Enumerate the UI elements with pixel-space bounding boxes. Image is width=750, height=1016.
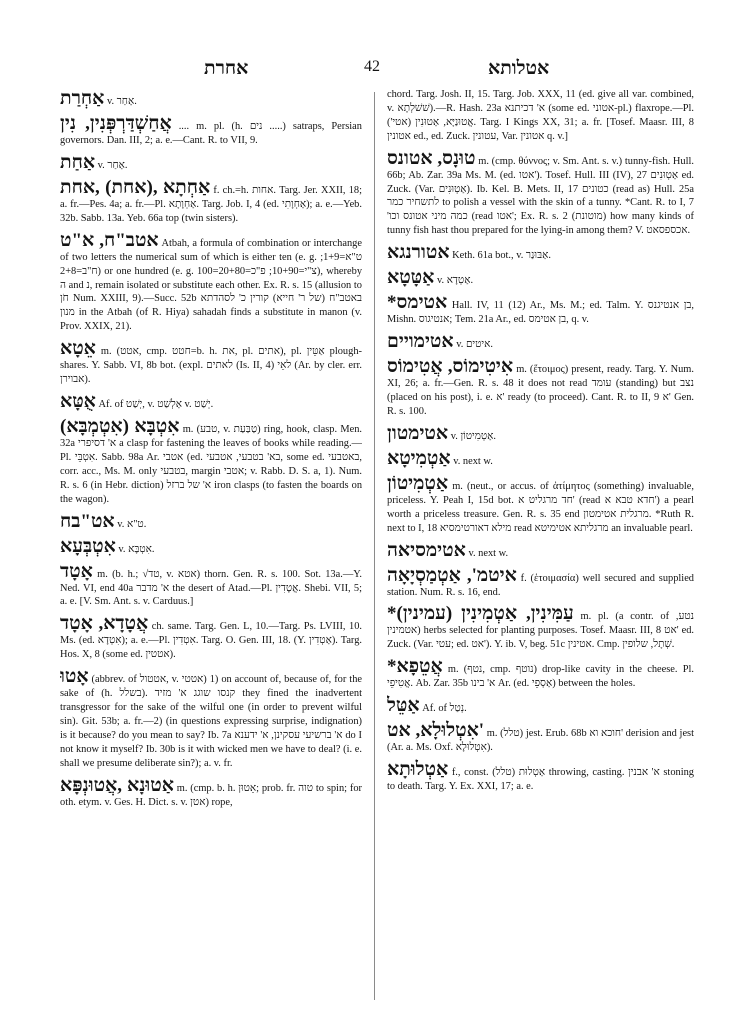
entry-headword: איטמ', אַטְמַסְיָאָה [387, 564, 517, 586]
entry-headword: אֵטָא [60, 338, 96, 360]
entry-definition: chord. Targ. Josh. II, 15. Targ. Job. XXX, 11 (ed. give all var. combined, v. שׁשׁלְתָא).—R. Hash. 23a א' דכיתנא (some ed. אטוני-pl.) flaxrope.—Pl. אֲטוּנַיָּא, אַטוּנִין (אטי'). Targ. I Kings XX, 31; a. fr. [Tosef. Maasr. III, 8 אטונין ed., ed. Zuck. עטונין, Var. אטונין q. v.] [387, 89, 694, 142]
entry-definition: v. ט"א. [117, 518, 147, 530]
dictionary-entry [387, 292, 694, 327]
entry-definition: m. (אטט, cmp. חטט=b. h. את, pl. אתים), pl. אַטֵּין plough-shares. Y. Sabb. VI, 8b bot. (expl. לאתים (Is. II, 4) לאֵי (Ar. by cler. err. אבוירן). [60, 346, 362, 386]
dictionary-entry [387, 759, 694, 794]
dictionary-entry [387, 565, 694, 600]
entry-headword: אַטְמִיטָא [387, 447, 451, 469]
dictionary-entry [387, 88, 694, 144]
entry-definition: ch. same. Targ. Gen. L, 10.—Targ. Ps. LVIII, 10. Ms. (ed. אִטְדָא); a. e.—Pl. אִטְדִין. Targ. O. Gen. III, 18. (Y. אַטְדִין). Targ. Hos. X, 8 (some ed. אטטין). [60, 621, 362, 661]
running-head-left: אחרת [204, 58, 249, 79]
left-column [60, 88, 362, 1008]
entry-headword: אֲטָדָא, אָטָד [60, 613, 149, 635]
entry-headword: אֲחַשְׁדַּרְפְּנִין, נִין [60, 113, 172, 134]
entry-headword: אַחַת [60, 151, 96, 173]
dictionary-entry [60, 88, 362, 109]
entry-headword: אַטְלוּתָא [387, 759, 449, 781]
dictionary-entry [387, 473, 694, 536]
entry-headword: אָטוּ [60, 666, 89, 688]
entry-definition: Hall. IV, 11 (12) Ar., Ms. M.; ed. Talm. Y. בן אנטיגנס, Mishn. אנטיגוס; Tem. 21a Ar., ed. בן אטימס, q. v. [387, 300, 694, 326]
entry-definition: f. (ἑτοιμασία) well secured and supplied station. Num. R. s. 16, end. [387, 572, 694, 598]
dictionary-entry [387, 656, 694, 691]
dictionary-entry [387, 540, 694, 561]
dictionary-entry [387, 331, 694, 352]
dictionary-entry [387, 423, 694, 444]
entry-headword: אט"בח [60, 510, 115, 532]
dictionary-entry [60, 152, 362, 173]
entry-definition: m. (neut., or accus. of ἀτίμητος (something) invaluable, priceless. Y. Peah I, 15d bot. חד מרגליט א' (read חדא טבא א') a pearl worth a priceless treasure. Gen. R. s. 35 end מרגלית אטימטון. *Ruth R. next to I, 18 מילא דאורטימסיא read מרגליתא אטימיטא an invaluable pearl. [387, 480, 694, 534]
entry-headword: אֻטָּא [60, 390, 96, 412]
entry-headword: אִיטִימוֹס, אֲטִימוֹס [387, 356, 514, 378]
dictionary-entry [60, 416, 362, 507]
entry-headword: אַחְתָא ,(אחת) ,אחת [60, 176, 211, 198]
running-head-right: אטלותא [488, 58, 550, 79]
entry-definition: v. אִטְבָּא. [118, 543, 155, 555]
entry-headword: אַטֵּל [387, 695, 420, 717]
entry-definition: m. (cmp. θύννος; v. Sm. Ant. s. v.) tunny-fish. Hull. 66b; Ab. Zar. 39a Ms. M. (ed. אטו'). Tosef. Hull. III (IV), 27 אַטְוּנִים ed. Zuck. (Var. אַטְוּנִים). Ib. Kel. B. Mets. II, 17 כטונים (read as) Hull. 25a לתשחיר כמר to polish a vessel with the skin of a tunny. *Cant. R. to I, 7 'כמה מיני אטונס וכו (read אטו'; Ex. R. s. 2 (מוטונת) how many kinds of tunny fish hast thou prepared for the lying-in among them? V. אכספסאט. [387, 155, 694, 237]
dictionary-entry [60, 113, 362, 148]
entry-definition: f. ch.=h. אחות. Targ. Jer. XXII, 18; a. fr.—Pes. 4a; a. fr.—Pl. אַחְוָתָא. Targ. Job. I, 4 (ed. אַחְוָתִי); a. e.—Yeb. 32b. Sabb. 13a. Yeb. 66a top (twin sisters). [60, 184, 362, 224]
entry-definition: Af. of נְטַל. [422, 703, 467, 715]
page-number: 42 [364, 58, 380, 75]
dictionary-entry [387, 695, 694, 716]
entry-definition: v. אַחַר. [106, 96, 137, 107]
entry-headword: אטורנגא [387, 242, 450, 264]
dictionary-entry [60, 666, 362, 770]
entry-headword: *אטימס [387, 292, 448, 314]
dictionary-entry [60, 511, 362, 532]
entry-headword: אַטְמִיטוֹן [387, 472, 449, 494]
entry-headword: אטב"ח, א"ט [60, 229, 159, 251]
entry-definition: m. (b. h.; √טד, v. אטא) thorn. Gen. R. s. 100. Sot. 13a.—Y. Ned. VI, end 40a א' מדבר the desert of Atad.—Pl. אֲטָדִין. Shebi. VII, 5; a. e. [V. Sm. Ant. s. v. Carduus.] [60, 568, 362, 608]
entry-definition: m. (cmp. b. h. אֵטוּן; prob. fr. טוה to spin; for oth. etym. v. Ges. H. Dict. s. v. אטן) rope, [60, 782, 362, 808]
entry-headword: *(עמינין) עַמִּינִין, אַטְמִינִין [387, 603, 574, 625]
dictionary-entry [387, 242, 694, 263]
entry-definition: v. אַחַר. [97, 159, 128, 171]
dictionary-entry [60, 177, 362, 226]
entry-definition: m. pl. (a contr. of נטע, אטמינין) herbs selected for planting purposes. Tosef. Maasr. III, 8 אט' ed. Zuck. (Var. עטי; ed. אט'). Y. ib. V, beg. 51c אטינין. Cmp. שְׁתָל, שלופין. [387, 611, 694, 651]
entry-definition: v. next w. [468, 547, 509, 559]
dictionary-entry [387, 148, 694, 239]
dictionary-entry [387, 448, 694, 469]
entry-definition: Keth. 61a bot., v. אַבּוּנַר. [452, 250, 551, 262]
dictionary-entry [60, 230, 362, 334]
entry-definition: (abbrev. of אטטול, v. אטטי) 1) on account of, because of, for the sake of (h. בשלל). קנסו שוגג א' מזיד they fined the inadvertent transgressor for the sake of the wilful one (in order to prevent wilful sin). Git. 53b; a. fr.—2) (in questions expressing surprise, indignation) is it because? do you mean to say? Ib. 7a א' ברשיעי עסקינן, א' ידענא do I not know it myself? Ib. 30b is it with wicked men we have to deal? (i. e. shall we presume deliberate sin?); a. v. fr. [60, 674, 362, 769]
entry-headword: טוּנָס, אטונס [387, 147, 476, 169]
dictionary-entry [387, 267, 694, 288]
entry-definition: v. אַטְמִיטוֹן. [450, 430, 497, 442]
dictionary-entry [387, 603, 694, 652]
entry-headword: אטימסיאה [387, 539, 466, 561]
entry-definition: m. (טלל) jest. Erub. 68b חוכא וא' derision and jest (Ar. a. Ms. Oxf. אִטְלוּלָא). [387, 728, 694, 754]
entry-definition: Af. of יְשַׁט, v. אַלְשַׁט v. יְשַׁט. [98, 398, 214, 410]
entry-headword: אַטָּטָא [387, 267, 435, 289]
entry-definition: m. (נטף, cmp. נוטף) drop-like cavity in the cheese. Pl. אֲטִיפֵי. Ab. Zar. 35b א' בינו Ar. (ed. אַסְפֵי) between the holes. [387, 664, 694, 690]
entry-headword: אַטוּנָא ,אֲטוּנְפָּא [60, 774, 174, 796]
entry-definition: m. (טבע, v. טַבַּעַת) ring, hook, clasp. Men. 32a א' דסיפרי a clasp for fastening the leaves of books while reading.—Pl. אִטְבֵּי. Sabb. 98a Ar. אטבי (ed. בא' בטבעי, אטבעי, some ed. באטבעי, corr. acc., Ms. M. only בטבעי, margin אטבי; v. Rabb. D. S. a, 1). Num. R. s. 6 (in Hebr. diction) א' של ברזל iron clasps (to fasten the boards on the wagon). [60, 423, 362, 505]
right-column [387, 88, 694, 1008]
entry-headword: (אִטְמְבָּא) אִטְבָּא [60, 415, 180, 437]
entry-definition: v. אַטְדָא. [436, 275, 474, 287]
entry-headword: אָטָד [60, 560, 93, 582]
dictionary-entry [60, 613, 362, 662]
dictionary-entry [60, 561, 362, 610]
entry-definition: f., const. אַטְלוּת (טלל) throwing, casting. א' אבנין stoning to death. Targ. Y. Ex. XXI, 17; a. e. [387, 767, 694, 793]
dictionary-entry [60, 775, 362, 810]
entry-headword: אַחְרַת [60, 88, 105, 109]
column-divider [374, 92, 375, 1000]
entry-headword: אטימויים [387, 331, 454, 353]
entry-definition: Atbah, a formula of combination or interchange of two letters the numerical sum of which is either ten (e. g. ט"א=1+9; ח"ב=2+8) or one hundred (e. g. צ"י=10+90; פ"כ=20+80=100), whereby ה and נ, remain isolated or substitute each other. Ex. R. s. 15 (allusion to חֹן Num. XXIII, 9).—Succ. 52b באטב"ח (של ר' חייא) קורין כ' לסהדתא מנון in the Atbah (of R. Hiya) sahadah finds a substitute in manon (v. Prov. XXIX, 21). [60, 237, 362, 333]
page-header [0, 58, 750, 82]
entry-headword: אִטְבְּעָא [60, 535, 116, 557]
dictionary-entry [387, 356, 694, 419]
dictionary-entry [60, 536, 362, 557]
entry-headword: אטימטון [387, 422, 449, 444]
entry-definition: .... m. pl. (h. נים .....) satraps, Persian governors. Dan. III, 2; a. e.—Cant. R. to VII, 9. [60, 121, 362, 146]
dictionary-entry [60, 391, 362, 412]
entry-definition: v. איטים. [456, 339, 493, 351]
entry-definition: v. next w. [453, 455, 493, 467]
entry-headword: *אֲטֵפָא [387, 656, 443, 678]
dictionary-entry [387, 720, 694, 755]
entry-headword: אִטְלוּלָא, אט' [387, 720, 485, 742]
entry-definition: m. (ἕτοιμος) present, ready. Targ. Y. Num. XI, 26; a. fr.—Gen. R. s. 48 it does not read עומד (standing) but נצב (placed on his post), i. e. א' ready (to proceed). Cant. R. to II, 9 א' Gen. R. s. 100. [387, 364, 694, 417]
dictionary-entry [60, 338, 362, 387]
